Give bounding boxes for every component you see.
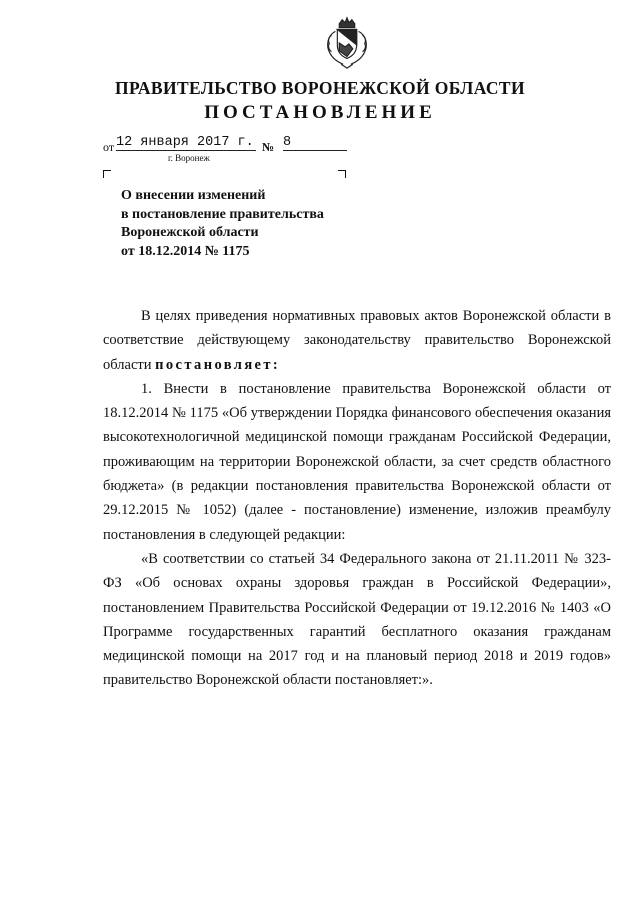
number-field xyxy=(283,136,347,151)
subject-line: О внесении изменений xyxy=(121,188,266,203)
document-type: ПОСТАНОВЛЕНИЕ xyxy=(204,102,436,123)
document-body xyxy=(103,304,611,693)
subject-line: в постановление правительства xyxy=(121,206,324,222)
city-label: г. Воронеж xyxy=(168,153,210,163)
subject-bracket-right xyxy=(338,170,346,178)
coat-of-arms-emblem xyxy=(318,14,376,72)
item-1-paragraph: 1. Внести в постановление правительства Воронежской области от 18.12.2014 № 1175 «Об утверждении Порядка финансового обеспечения оказания высокотехнологичной медицинской помощи гражданам Российской Федерации, проживающим на территории Воронежской области, за счет средств областного бюджета» (в редакции постановления правительства Воронежской области от 29.12.2015 № 1052) (далее - постановление) изменение, изложив преамбулу постановления в следующей редакции: xyxy=(103,380,611,543)
subject-bracket-left xyxy=(103,170,111,178)
number-label: № xyxy=(262,140,275,154)
subject-line: Воронежской области xyxy=(121,225,259,240)
resolves-word: постановляет: xyxy=(155,356,281,373)
number-value: 8 xyxy=(283,136,347,151)
government-name: ПРАВИТЕЛЬСТВО ВОРОНЕЖСКОЙ ОБЛАСТИ xyxy=(114,78,526,98)
intro-paragraph xyxy=(103,304,611,377)
preamble-quote: «В соответствии со статьей 34 Федерального закона от 21.11.2011 № 323-ФЗ «Об основах охраны здоровья граждан в Российской Федерации», постановлением Правительства Российской Федерации от 19.12.2016 № 1403 «О Программе государственных гарантий бесплатного оказания гражданам медицинской помощи на 2017 год и на плановый период 2018 и 2019 годов» правительство Воронежской области постановляет:». xyxy=(103,550,611,689)
date-label: от xyxy=(103,140,115,154)
document-subject xyxy=(121,187,324,261)
date-field xyxy=(116,136,256,151)
date-value: 12 января 2017 г. xyxy=(116,136,256,151)
subject-line: от 18.12.2014 № 1175 xyxy=(121,243,250,259)
intro-text: В целях приведения нормативных правовых актов Воронежской области в соответствие действующему законодательству правительство Воронежской области xyxy=(103,308,611,373)
